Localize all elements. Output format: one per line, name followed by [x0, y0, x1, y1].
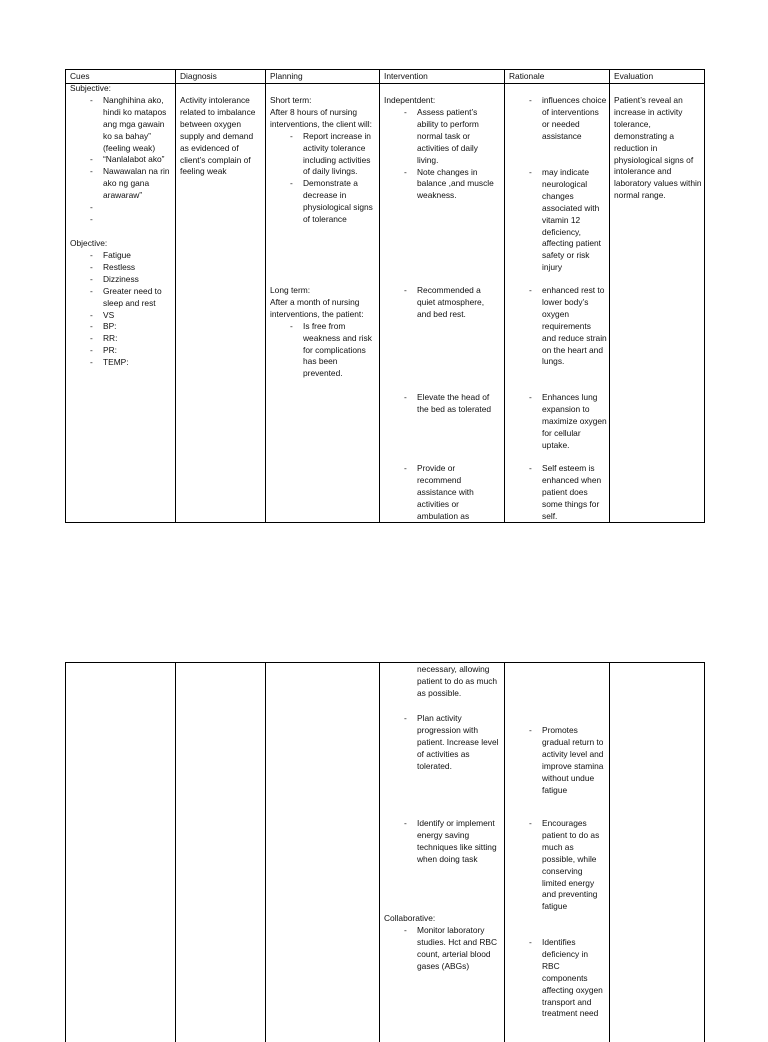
header-evaluation: Evaluation: [614, 71, 654, 81]
planning-long-term: [270, 285, 377, 380]
header-rationale: Rationale: [509, 71, 545, 81]
intervention-continuation: necessary, allowing patient to do as much as possible.: [417, 664, 498, 698]
objective-cue: - Restless: [70, 262, 173, 274]
rationale-item: - may indicate neurological changes associated with vitamin 12 deficiency, affecting patient safety or risk injury: [509, 167, 607, 274]
short-term-goal: - Report increase in activity tolerance including activities of daily livings.: [270, 131, 377, 179]
header-intervention: Intervention: [384, 71, 428, 81]
rationale-item: - Self esteem is enhanced when patient does some things for self.: [509, 463, 607, 523]
subjective-cue: - Nanghihina ako, hindi ko matapos ang mga gawain ko sa bahay” (feeling weak): [70, 95, 173, 155]
objective-cue: - Dizziness: [70, 274, 173, 286]
intervention-item: - Note changes in balance ,and muscle weakness.: [384, 167, 500, 203]
short-term-goal: - Demonstrate a decrease in physiological signs of tolerance: [270, 178, 377, 226]
subjective-cue: [70, 202, 173, 214]
subjective-cue: [70, 214, 173, 226]
header-diagnosis: Diagnosis: [180, 71, 217, 81]
care-plan-table-continued: [65, 662, 705, 1042]
cues-cell: [70, 83, 173, 369]
evaluation-text: Patient’s reveal an increase in activity tolerance, demonstrating a reduction in physiological signs of intolerance and laboratory values within normal range.: [614, 95, 702, 201]
intervention-item: - Recommended a quiet atmosphere, and bed rest.: [384, 285, 500, 321]
intervention-item: - Assess patient’s ability to perform normal task or activities of daily living.: [384, 107, 500, 167]
objective-cue: - BP:: [70, 321, 173, 333]
long-term-goal: - Is free from weakness and risk for complications has been prevented.: [270, 321, 377, 381]
rationale-item: - Enhances lung expansion to maximize oxygen for cellular uptake.: [509, 392, 607, 452]
collaborative-label: Collaborative:: [384, 913, 436, 923]
objective-cue: - RR:: [70, 333, 173, 345]
planning-short-term: [270, 95, 377, 226]
intervention-item: - Provide or recommend assistance with activities or ambulation as: [384, 463, 500, 523]
short-term-label: Short term:: [270, 95, 312, 105]
intervention-item: - Plan activity progression with patient. Increase level of activities as tolerated.: [384, 713, 500, 773]
objective-label: Objective:: [70, 238, 108, 249]
header-cues: Cues: [70, 71, 90, 81]
intervention-item: - Elevate the head of the bed as tolerated: [384, 392, 500, 416]
subjective-label: Subjective:: [70, 83, 111, 93]
objective-cue: - Fatigue: [70, 250, 173, 262]
short-term-intro: After 8 hours of nursing interventions, the client will:: [270, 106, 372, 129]
intervention-item: - Identify or implement energy saving techniques like sitting when doing task: [384, 818, 500, 866]
rationale-item: - Encourages patient to do as much as possible, while conserving limited energy and preventing fatigue: [509, 818, 607, 913]
header-planning: Planning: [270, 71, 303, 81]
rationale-item: - Identifies deficiency in RBC components affecting oxygen transport and treatment need: [509, 937, 607, 1020]
collaborative-item: - Monitor laboratory studies. Hct and RBC count, arterial blood gases (ABGs): [384, 925, 500, 973]
long-term-label: Long term:: [270, 285, 311, 295]
care-plan-table: [65, 69, 705, 523]
objective-cue: - VS: [70, 310, 173, 322]
rationale-item: - enhanced rest to lower body’s oxygen requirements and reduce strain on the heart and lungs.: [509, 285, 607, 368]
objective-cue: - Greater need to sleep and rest: [70, 286, 173, 310]
objective-cue: - PR:: [70, 345, 173, 357]
rationale-item: - Promotes gradual return to activity level and improve stamina without undue fatigue: [509, 725, 607, 796]
objective-cue: - TEMP:: [70, 357, 173, 369]
subjective-cue: - “Nanlalabot ako”: [70, 154, 173, 166]
diagnosis-text: Activity intolerance related to imbalance between oxygen supply and demand as evidenced of client’s complain of feeling weak: [180, 95, 256, 177]
independent-label: Indepentdent:: [384, 95, 436, 105]
rationale-item: - influences choice of interventions or needed assistance: [509, 95, 607, 143]
subjective-cue: - Nawawalan na rin ako ng gana arawaraw”: [70, 166, 173, 202]
long-term-intro: After a month of nursing interventions, the patient:: [270, 296, 364, 319]
